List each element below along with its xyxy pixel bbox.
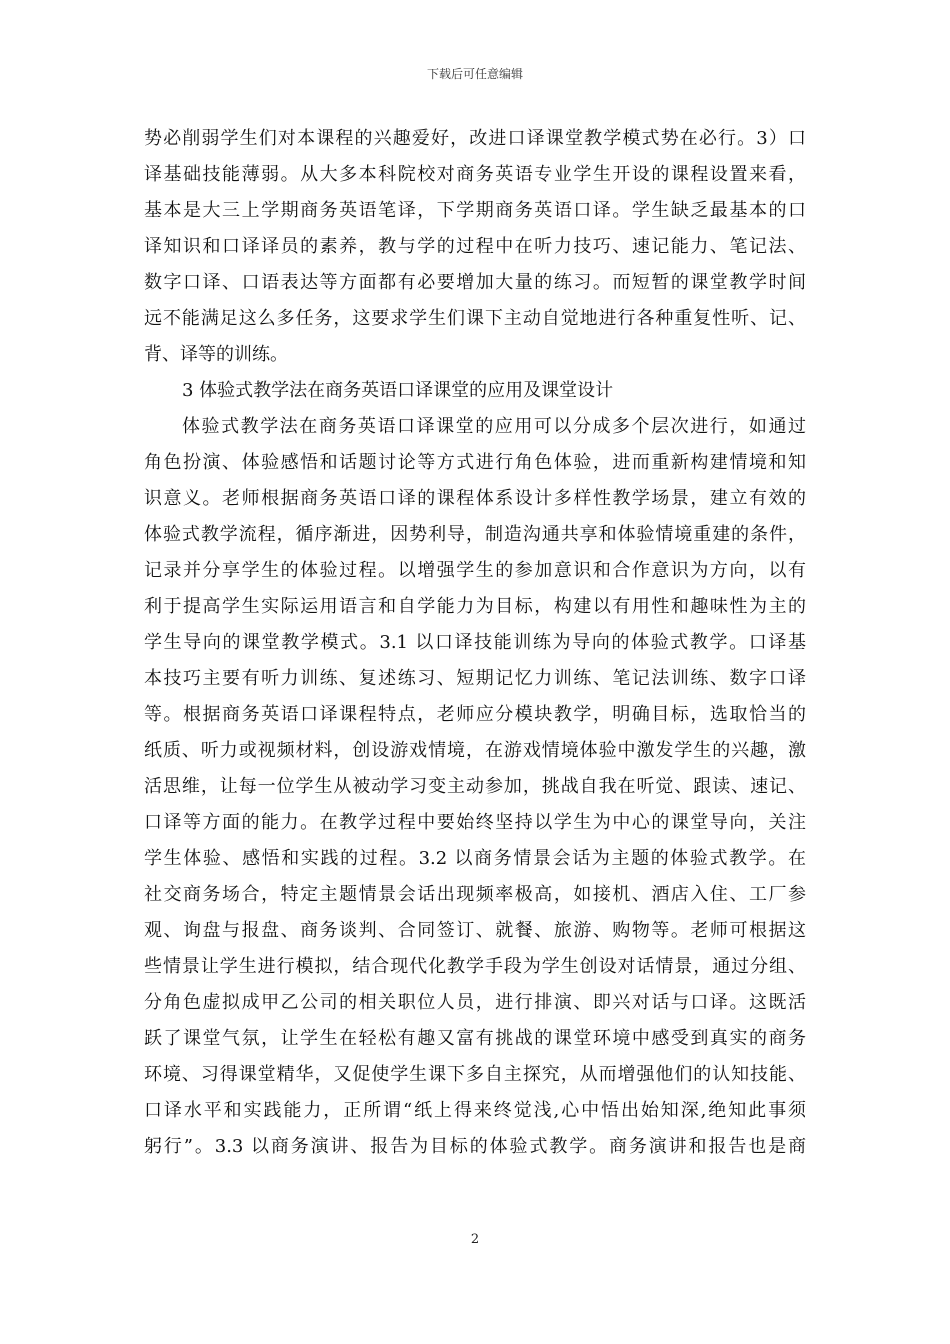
- paragraph-line: 活思维，让每一位学生从被动学习变主动参加，挑战自我在听觉、跟读、速记、: [144, 776, 806, 797]
- paragraph-line: 角色扮演、体验感悟和话题讨论等方式进行角色体验，进而重新构建情境和知: [144, 452, 806, 473]
- paragraph-line: 社交商务场合，特定主题情景会话出现频率极高，如接机、酒店入住、工厂参: [144, 884, 806, 905]
- paragraph-line: 口译水平和实践能力，正所谓“纸上得来终觉浅,心中悟出始知深,绝知此事须: [144, 1100, 806, 1121]
- paragraph-line: 学生导向的课堂教学模式。3.1 以口译技能训练为导向的体验式教学。口译基: [144, 632, 806, 653]
- paragraph-line: 纸质、听力或视频材料，创设游戏情境，在游戏情境体验中激发学生的兴趣，激: [144, 740, 806, 761]
- page-number: 2: [470, 1232, 480, 1247]
- paragraph-line: 译知识和口译译员的素养，教与学的过程中在听力技巧、速记能力、笔记法、: [144, 236, 806, 257]
- paragraph-line: 记录并分享学生的体验过程。以增强学生的参加意识和合作意识为方向，以有: [144, 560, 806, 581]
- paragraph-line: 些情景让学生进行模拟，结合现代化教学手段为学生创设对话情景，通过分组、: [144, 956, 806, 977]
- paragraph-line: 环境、习得课堂精华，又促使学生课下多自主探究，从而增强他们的认知技能、: [144, 1064, 806, 1085]
- paragraph-line: 势必削弱学生们对本课程的兴趣爱好，改进口译课堂教学模式势在必行。3）口: [144, 128, 806, 149]
- paragraph-line: 体验式教学流程，循序渐进，因势利导，制造沟通共享和体验情境重建的条件，: [144, 524, 806, 545]
- paragraph-line: 跃了课堂气氛，让学生在轻松有趣又富有挑战的课堂环境中感受到真实的商务: [144, 1028, 806, 1049]
- paragraph-line: 利于提高学生实际运用语言和自学能力为目标，构建以有用性和趣味性为主的: [144, 596, 806, 617]
- paragraph-line: 译基础技能薄弱。从大多本科院校对商务英语专业学生开设的课程设置来看，: [144, 164, 806, 185]
- paragraph-line: 分角色虚拟成甲乙公司的相关职位人员，进行排演、即兴对话与口译。这既活: [144, 992, 806, 1013]
- paragraph-line: 识意义。老师根据商务英语口译的课程体系设计多样性教学场景，建立有效的: [144, 488, 806, 509]
- paragraph-line: 躬行”。3.3 以商务演讲、报告为目标的体验式教学。商务演讲和报告也是商: [144, 1136, 806, 1157]
- paragraph-line: 远不能满足这么多任务，这要求学生们课下主动自觉地进行各种重复性听、记、: [144, 308, 806, 329]
- section-heading: 3 体验式教学法在商务英语口译课堂的应用及课堂设计: [182, 380, 614, 401]
- document-body: [144, 121, 806, 1165]
- paragraph-line: 背、译等的训练。: [144, 344, 288, 365]
- paragraph-line: 基本是大三上学期商务英语笔译，下学期商务英语口译。学生缺乏最基本的口: [144, 200, 806, 221]
- paragraph-line: 体验式教学法在商务英语口译课堂的应用可以分成多个层次进行，如通过: [182, 416, 806, 437]
- paragraph-line: 本技巧主要有听力训练、复述练习、短期记忆力训练、笔记法训练、数字口译: [144, 668, 806, 689]
- paragraph-line: 观、询盘与报盘、商务谈判、合同签订、就餐、旅游、购物等。老师可根据这: [144, 920, 806, 941]
- paragraph-line: 学生体验、感悟和实践的过程。3.2 以商务情景会话为主题的体验式教学。在: [144, 848, 806, 869]
- paragraph-line: 等。根据商务英语口译课程特点，老师应分模块教学，明确目标，选取恰当的: [144, 704, 806, 725]
- paragraph-line: 数字口译、口语表达等方面都有必要增加大量的练习。而短暂的课堂教学时间: [144, 272, 806, 293]
- page-header: 下载后可任意编辑: [426, 67, 523, 81]
- paragraph-line: 口译等方面的能力。在教学过程中要始终坚持以学生为中心的课堂导向，关注: [144, 812, 806, 833]
